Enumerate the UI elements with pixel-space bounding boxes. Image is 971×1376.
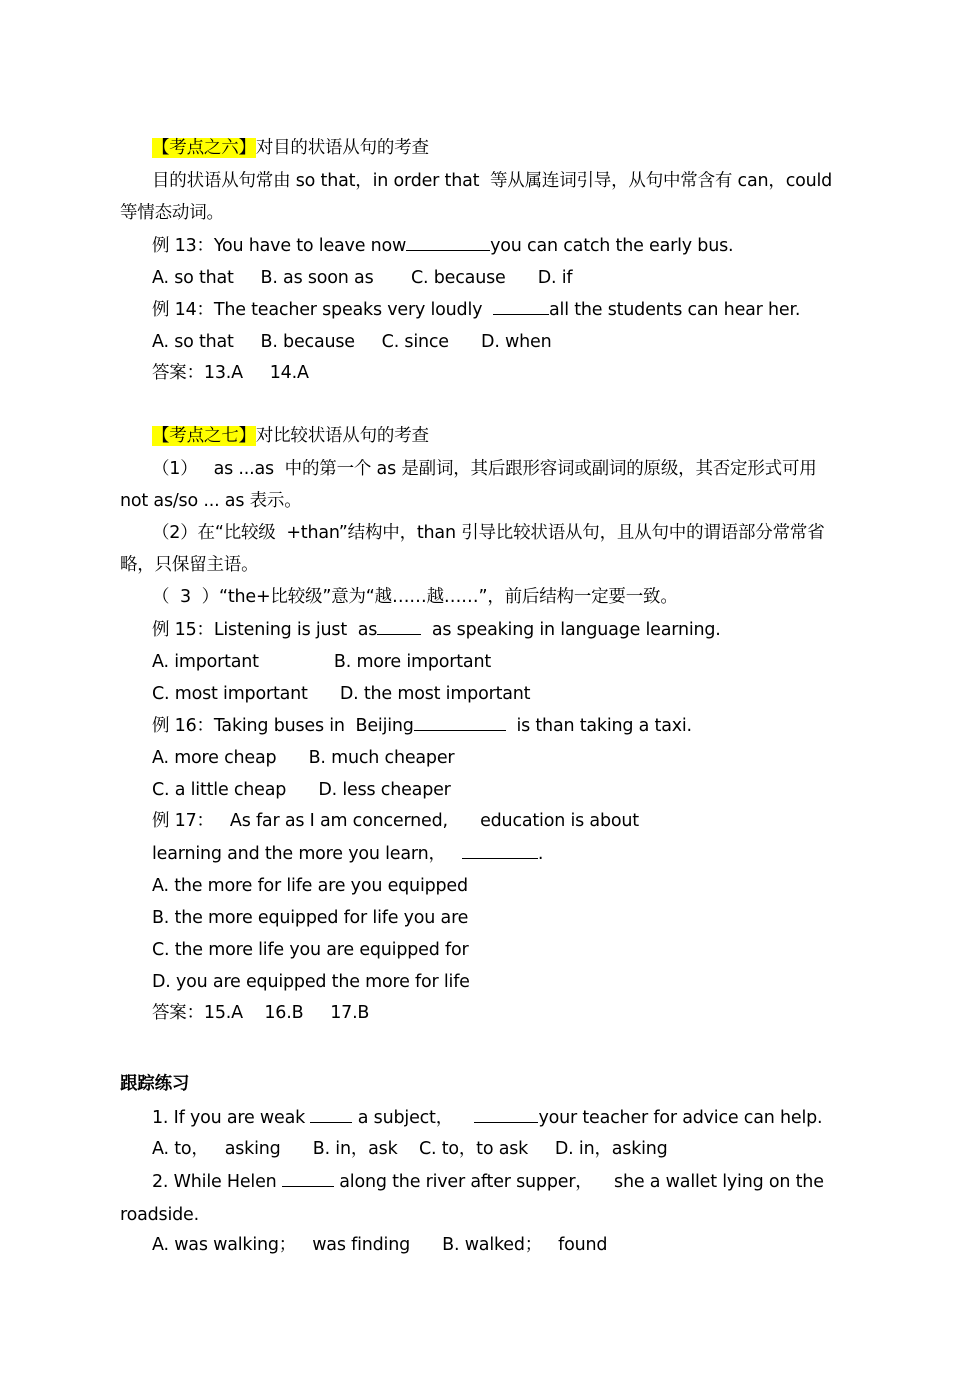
section-7-tag: 【考点之七】 [152,426,256,446]
practice-q1: 1. If you are weak a subject， your teacher for advice can help. [152,1108,823,1128]
practice-q2-line-2: roadside. [120,1205,199,1225]
practice-title: 跟踪练习 [120,1074,190,1094]
section-6-title: 对目的状语从句的考查 [255,138,429,158]
section-6-answer: 答案：13.A 14.A [152,363,309,383]
example-15-options-2: C. most important D. the most important [152,684,531,704]
blank [282,1170,334,1187]
example-16-options-2: C. a little cheap D. less cheaper [152,780,451,800]
practice-q2: 2. While Helen along the river after supper， she a wallet lying on the [152,1172,824,1192]
example-17-option-c: C. the more life you are equipped for [152,940,469,960]
rule-1-line-1: （1） as ...as 中的第一个 as 是副词，其后跟形容词或副词的原级，其否定形式可用 [152,459,817,479]
rule-2-line-2: 略，只保留主语。 [120,555,259,575]
rule-1-line-2: not as/so ... as 表示。 [120,491,302,511]
example-17-option-b: B. the more equipped for life you are [152,908,469,928]
example-13-options: A. so that B. as soon as C. because D. if [152,268,573,288]
section-7-heading [152,425,429,447]
blank [414,714,506,731]
blank [493,298,549,315]
example-15: 例 15：Listening is just as as speaking in language learning. [152,620,721,640]
practice-q2-options: A. was walking； was finding B. walked； found [152,1235,608,1255]
section-6-desc-line-1: 目的状语从句常由 so that，in order that 等从属连词引导，从句中常含有 can，could [152,171,833,191]
example-15-options-1: A. important B. more important [152,652,492,672]
section-6-heading [152,137,429,159]
section-6-tag: 【考点之六】 [152,138,256,158]
blank [377,618,421,635]
example-16: 例 16：Taking buses in Beijing is than taking a taxi. [152,716,692,736]
section-6-desc-line-2: 等情态动词。 [120,203,224,223]
blank [462,842,538,859]
section-7-answer: 答案：15.A 16.B 17.B [152,1003,370,1023]
section-7-title: 对比较状语从句的考查 [255,426,429,446]
example-17-line-1: 例 17： As far as I am concerned, education is about [152,811,639,831]
blank [310,1106,352,1123]
blank [474,1106,538,1123]
rule-3: （ 3 ）“the+比较级”意为“越……越……”，前后结构一定要一致。 [152,587,678,607]
practice-q1-options: A. to， asking B. in，ask C. to，to ask D. in，asking [152,1139,668,1159]
example-13: 例 13：You have to leave now you can catch the early bus. [152,236,734,256]
example-17-line-2: learning and the more you learn， . [152,844,544,864]
rule-2-line-1: （2）在“比较级 +than”结构中，than 引导比较状语从句，且从句中的谓语部分常常省 [152,523,825,543]
example-14: 例 14：The teacher speaks very loudly all the students can hear her. [152,300,801,320]
example-17-option-a: A. the more for life are you equipped [152,876,468,896]
example-17-option-d: D. you are equipped the more for life [152,972,470,992]
example-14-options: A. so that B. because C. since D. when [152,332,552,352]
blank [406,234,490,251]
example-16-options-1: A. more cheap B. much cheaper [152,748,455,768]
